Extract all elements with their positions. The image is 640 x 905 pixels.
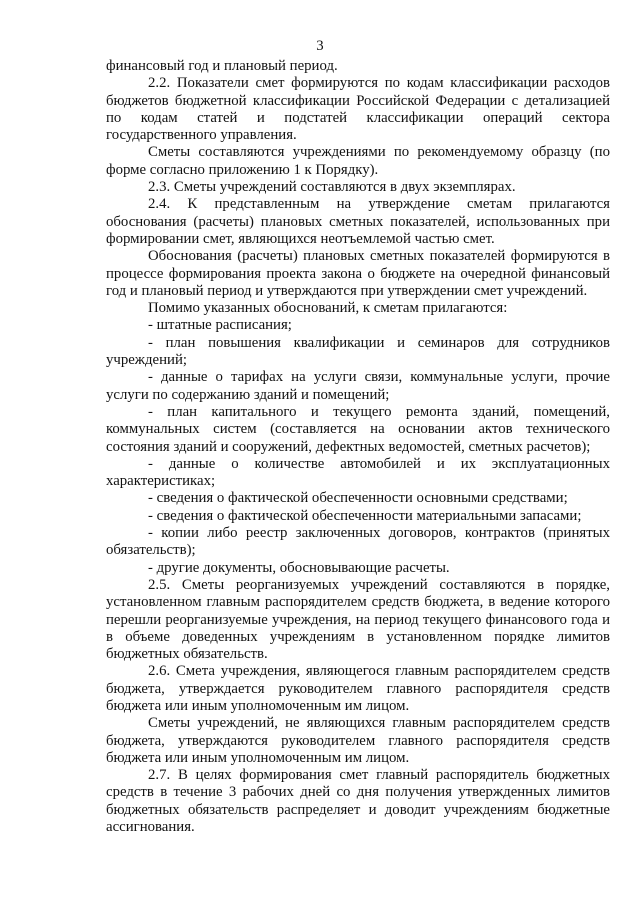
paragraph: 2.5. Сметы реорганизуемых учреждений составляются в порядке, установленном главным распорядителем средств бюджета, в ведение которого перешли реорганизуемые учреждения, на период текущего финансового года и в объеме доведенных учреждениям в установленном порядке лимитов бюджетных обязательств. xyxy=(106,576,610,663)
paragraph: Обоснования (расчеты) плановых сметных показателей формируются в процессе формирования проекта закона о бюджете на очередной финансовый год и плановый период и утверждаются при утверждении смет учреждений. xyxy=(106,248,610,299)
list-item: - штатные расписания; xyxy=(148,317,292,334)
list-item: - другие документы, обосновывающие расчеты. xyxy=(148,559,450,576)
paragraph: Сметы составляются учреждениями по рекомендуемому образцу (по форме согласно приложению 1 к Порядку). xyxy=(106,144,610,178)
paragraph: 2.6. Смета учреждения, являющегося главным распорядителем средств бюджета, утверждается руководителем главного распорядителя средств бюджета или иным уполномоченным им лицом. xyxy=(106,663,610,714)
paragraph: 2.2. Показатели смет формируются по кодам классификации расходов бюджетов бюджетной классификации Российской Федерации с детализацией по кодам статей и подстатей классификации операций сектора государственного управления. xyxy=(106,75,610,144)
paragraph: 2.4. К представленным на утверждение сметам прилагаются обоснования (расчеты) плановых сметных показателей, использованных при формировании смет, являющихся неотъемлемой частью смет. xyxy=(106,196,610,247)
paragraph: финансовый год и плановый период. xyxy=(106,58,338,74)
page-number: 3 xyxy=(316,38,324,54)
paragraph: 2.7. В целях формирования смет главный распорядитель бюджетных средств в течение 3 рабочих дней со дня получения утвержденных лимитов бюджетных обязательств распределяет и доводит учреждениям бюджетные ассигнования. xyxy=(106,767,610,836)
list-item: - копии либо реестр заключенных договоров, контрактов (принятых обязательств); xyxy=(106,525,610,559)
list-item: - план капитального и текущего ремонта зданий, помещений, коммунальных систем (составляется на основании актов технического состояния зданий и сооружений, дефектных ведомостей, сметных расчетов); xyxy=(106,403,610,455)
list-item: - сведения о фактической обеспеченности основными средствами; xyxy=(148,490,568,507)
list-item: - сведения о фактической обеспеченности материальными запасами; xyxy=(148,507,582,524)
document-body xyxy=(106,58,610,836)
paragraph: 2.3. Сметы учреждений составляются в двух экземплярах. xyxy=(148,179,516,196)
list-item: - данные о тарифах на услуги связи, коммунальные услуги, прочие услуги по содержанию зданий и помещений; xyxy=(106,369,610,403)
paragraph: Помимо указанных обоснований, к сметам прилагаются: xyxy=(148,300,508,317)
paragraph: Сметы учреждений, не являющихся главным распорядителем средств бюджета, утверждаются руководителем главного распорядителя средств бюджета или иным уполномоченным им лицом. xyxy=(106,715,610,766)
list-item: - план повышения квалификации и семинаров для сотрудников учреждений; xyxy=(106,334,610,369)
list-item: - данные о количестве автомобилей и их эксплуатационных характеристиках; xyxy=(106,455,610,490)
